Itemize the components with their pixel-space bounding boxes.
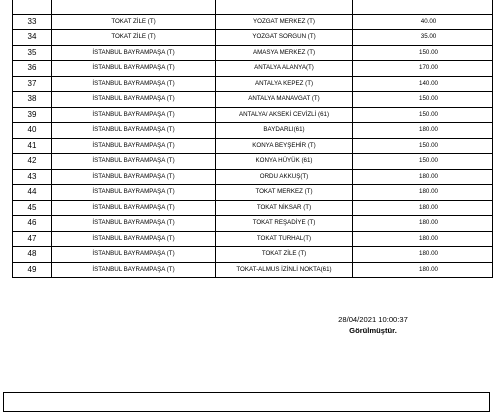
row-number-cell: 34	[13, 30, 52, 46]
origin-cell: İSTANBUL BAYRAMPAŞA (T)	[52, 231, 216, 247]
destination-cell: ANTALYA KEPEZ (T)	[216, 76, 353, 92]
stamp-seen: Görülmüştür.	[349, 326, 397, 335]
origin-cell: İSTANBUL BAYRAMPAŞA (T)	[52, 123, 216, 139]
destination-cell: KONYA HÜYÜK (61)	[216, 154, 353, 170]
table-row	[13, 61, 493, 77]
fare-table-body	[13, 0, 493, 278]
price-cell: 150.00	[353, 138, 493, 154]
destination-cell: KONYA BEYŞEHİR (T)	[216, 138, 353, 154]
table-row	[13, 216, 493, 232]
approval-stamp	[318, 314, 428, 336]
row-number-cell: 33	[13, 14, 52, 30]
row-number-cell: 48	[13, 247, 52, 263]
price-cell: 150.00	[353, 154, 493, 170]
origin-cell: İSTANBUL BAYRAMPAŞA (T)	[52, 169, 216, 185]
origin-cell: TOKAT ZİLE (T)	[52, 30, 216, 46]
price-cell: 180.00	[353, 185, 493, 201]
table-row	[13, 123, 493, 139]
destination-cell: TOKAT MERKEZ (T)	[216, 185, 353, 201]
price-cell: 180.00	[353, 262, 493, 278]
destination-cell: ORDU AKKUŞ(T)	[216, 169, 353, 185]
origin-cell: İSTANBUL BAYRAMPAŞA (T)	[52, 154, 216, 170]
row-number-cell: 35	[13, 45, 52, 61]
bottom-frame	[3, 392, 490, 412]
table-row	[13, 76, 493, 92]
row-number-cell: 41	[13, 138, 52, 154]
origin-cell: İSTANBUL BAYRAMPAŞA (T)	[52, 45, 216, 61]
price-cell: 150.00	[353, 107, 493, 123]
destination-cell	[216, 0, 353, 14]
row-number-cell: 45	[13, 200, 52, 216]
price-cell: 40.00	[353, 14, 493, 30]
row-number-cell: 40	[13, 123, 52, 139]
row-number-cell: 38	[13, 92, 52, 108]
table-row	[13, 154, 493, 170]
destination-cell: YOZGAT MERKEZ (T)	[216, 14, 353, 30]
origin-cell: İSTANBUL BAYRAMPAŞA (T)	[52, 247, 216, 263]
origin-cell: İSTANBUL BAYRAMPAŞA (T)	[52, 216, 216, 232]
table-row	[13, 231, 493, 247]
origin-cell: İSTANBUL BAYRAMPAŞA (T)	[52, 76, 216, 92]
price-cell: 180.00	[353, 200, 493, 216]
row-number-cell: 47	[13, 231, 52, 247]
price-cell: 180.00	[353, 123, 493, 139]
price-cell	[353, 0, 493, 14]
price-cell: 180.00	[353, 247, 493, 263]
table-row	[13, 45, 493, 61]
destination-cell: YOZGAT SORGUN (T)	[216, 30, 353, 46]
origin-cell: İSTANBUL BAYRAMPAŞA (T)	[52, 107, 216, 123]
origin-cell: İSTANBUL BAYRAMPAŞA (T)	[52, 138, 216, 154]
destination-cell: TOKAT NİKSAR (T)	[216, 200, 353, 216]
fare-table	[12, 0, 493, 278]
row-number-cell	[13, 0, 52, 14]
destination-cell: TOKAT REŞADİYE (T)	[216, 216, 353, 232]
row-number-cell: 44	[13, 185, 52, 201]
table-row	[13, 185, 493, 201]
row-number-cell: 46	[13, 216, 52, 232]
origin-cell	[52, 0, 216, 14]
destination-cell: BAYDARLI(61)	[216, 123, 353, 139]
destination-cell: AMASYA MERKEZ (T)	[216, 45, 353, 61]
price-cell: 180.00	[353, 169, 493, 185]
table-row	[13, 169, 493, 185]
price-cell: 150.00	[353, 92, 493, 108]
table-row	[13, 262, 493, 278]
row-number-cell: 42	[13, 154, 52, 170]
destination-cell: TOKAT ZİLE (T)	[216, 247, 353, 263]
origin-cell: İSTANBUL BAYRAMPAŞA (T)	[52, 262, 216, 278]
destination-cell: ANTALYA MANAVGAT (T)	[216, 92, 353, 108]
price-cell: 150.00	[353, 45, 493, 61]
row-number-cell: 49	[13, 262, 52, 278]
price-cell: 170.00	[353, 61, 493, 77]
table-row	[13, 0, 493, 14]
table-row	[13, 247, 493, 263]
destination-cell: ANTALYA/ AKSEKİ CEVİZLİ (61)	[216, 107, 353, 123]
stamp-datetime: 28/04/2021 10:00:37	[338, 315, 408, 324]
origin-cell: İSTANBUL BAYRAMPAŞA (T)	[52, 200, 216, 216]
destination-cell: TOKAT TURHAL(T)	[216, 231, 353, 247]
origin-cell: İSTANBUL BAYRAMPAŞA (T)	[52, 185, 216, 201]
origin-cell: İSTANBUL BAYRAMPAŞA (T)	[52, 92, 216, 108]
table-row	[13, 92, 493, 108]
table-row	[13, 200, 493, 216]
destination-cell: TOKAT-ALMUS İZİNLİ NOKTA(61)	[216, 262, 353, 278]
table-row	[13, 14, 493, 30]
price-cell: 180.00	[353, 231, 493, 247]
price-cell: 140.00	[353, 76, 493, 92]
price-cell: 35.00	[353, 30, 493, 46]
row-number-cell: 37	[13, 76, 52, 92]
row-number-cell: 39	[13, 107, 52, 123]
destination-cell: ANTALYA ALANYA(T)	[216, 61, 353, 77]
table-row	[13, 30, 493, 46]
table-row	[13, 138, 493, 154]
price-cell: 180.00	[353, 216, 493, 232]
row-number-cell: 36	[13, 61, 52, 77]
row-number-cell: 43	[13, 169, 52, 185]
table-row	[13, 107, 493, 123]
origin-cell: TOKAT ZİLE (T)	[52, 14, 216, 30]
origin-cell: İSTANBUL BAYRAMPAŞA (T)	[52, 61, 216, 77]
